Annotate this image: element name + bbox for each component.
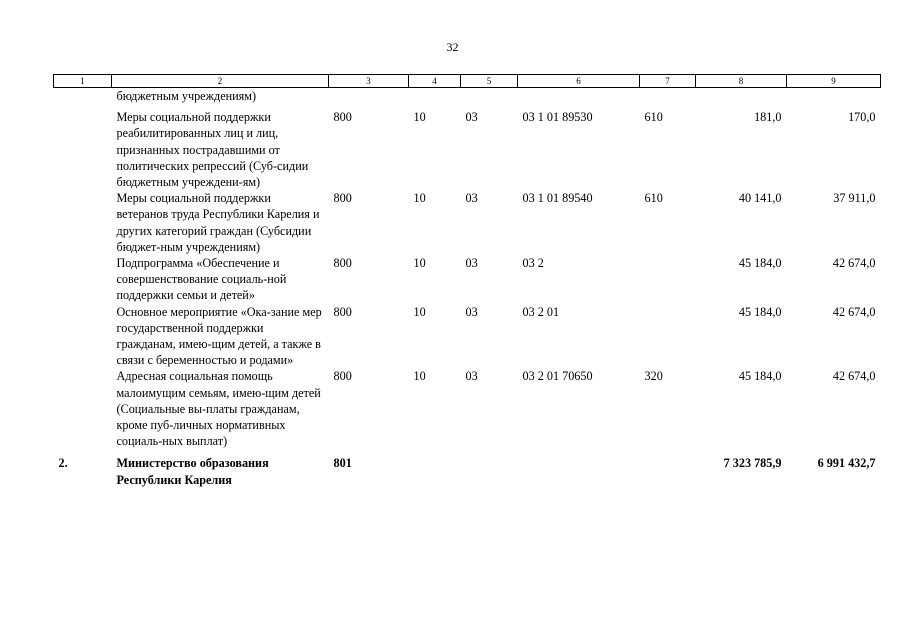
section-code: 10 <box>413 110 426 125</box>
row-number <box>54 304 112 369</box>
expense-type: 610 <box>644 110 663 125</box>
sum-year-2: 42 674,0 <box>832 256 876 271</box>
expense-type: 320 <box>644 369 663 384</box>
sum-year-2: 42 674,0 <box>832 304 876 319</box>
target-code: 03 2 <box>522 256 544 271</box>
subsection-code: 03 <box>465 256 478 271</box>
row-name: Адресная социальная помощь малоимущим семьям, имею-щим детей (Социальные вы-платы гражданам, кроме пуб-личных нормативных социаль-ных выплат) <box>116 369 321 449</box>
page-number: 32 <box>446 40 459 54</box>
subsection-code: 03 <box>465 304 478 319</box>
ministry-code: 800 <box>333 304 352 319</box>
column-header: 3 <box>329 75 409 88</box>
column-header: 2 <box>112 75 329 88</box>
column-header: 8 <box>696 75 787 88</box>
expense-type <box>640 304 696 369</box>
expense-type: 610 <box>644 191 663 206</box>
table-row <box>54 368 881 449</box>
total-sum-year-2: 6 991 432,7 <box>817 456 876 471</box>
ministry-code: 801 <box>333 456 352 471</box>
row-number <box>54 104 112 190</box>
row-number <box>54 255 112 304</box>
sum-year-2: 37 911,0 <box>833 191 876 206</box>
target-code: 03 1 01 89530 <box>522 110 593 125</box>
sum-year-1: 45 184,0 <box>738 369 782 384</box>
ministry-code: 800 <box>333 369 352 384</box>
target-code: 03 2 01 70650 <box>522 369 593 384</box>
ministry-code: 800 <box>333 191 352 206</box>
sum-year-1: 45 184,0 <box>738 304 782 319</box>
subsection-code: 03 <box>465 191 478 206</box>
row-number <box>54 368 112 449</box>
row-number <box>54 190 112 255</box>
target-code: 03 1 01 89540 <box>522 191 593 206</box>
table-row <box>54 304 881 369</box>
row-name: Подпрограмма «Обеспечение и совершенствование социаль-ной поддержки семьи и детей» <box>116 256 287 303</box>
budget-table <box>53 74 881 488</box>
total-sum-year-1: 7 323 785,9 <box>723 456 782 471</box>
row-number: 2. <box>58 456 68 471</box>
expense-type <box>640 255 696 304</box>
column-header: 9 <box>787 75 881 88</box>
sum-year-1: 45 184,0 <box>738 256 782 271</box>
ministry-name: Министерство образования Республики Карелия <box>116 456 269 487</box>
column-header: 7 <box>640 75 696 88</box>
ministry-total-row <box>54 449 881 487</box>
sum-year-1: 181,0 <box>754 110 782 125</box>
section-code: 10 <box>413 191 426 206</box>
continuation-text: бюджетным учреждениям) <box>116 89 257 103</box>
sum-year-1: 40 141,0 <box>738 191 782 206</box>
section-code: 10 <box>413 256 426 271</box>
column-header: 4 <box>409 75 461 88</box>
sum-year-2: 170,0 <box>848 110 876 125</box>
ministry-code: 800 <box>333 256 352 271</box>
column-header: 1 <box>54 75 112 88</box>
row-name: Основное мероприятие «Ока-зание мер государственной поддержки гражданам, имею-щим детей, а также в связи с беременностью и родами» <box>116 304 322 368</box>
subsection-code: 03 <box>465 110 478 125</box>
column-header: 6 <box>518 75 640 88</box>
table-row <box>54 104 881 190</box>
section-code: 10 <box>413 304 426 319</box>
sum-year-2: 42 674,0 <box>832 369 876 384</box>
section-code: 10 <box>413 369 426 384</box>
target-code: 03 2 01 <box>522 304 560 319</box>
subsection-code: 03 <box>465 369 478 384</box>
row-name: Меры социальной поддержки реабилитированных лиц и лиц, признанных пострадавшими от политических репрессий (Суб-сидии бюджетным учреждени-ям) <box>116 110 309 190</box>
table-row <box>54 255 881 304</box>
table-row <box>54 190 881 255</box>
ministry-code: 800 <box>333 110 352 125</box>
column-header-row <box>54 75 881 88</box>
continuation-row <box>54 88 881 105</box>
column-header: 5 <box>461 75 518 88</box>
row-name: Меры социальной поддержки ветеранов труда Республики Карелия и других категорий граждан (Субсидии бюджет-ным учреждениям) <box>116 191 320 254</box>
